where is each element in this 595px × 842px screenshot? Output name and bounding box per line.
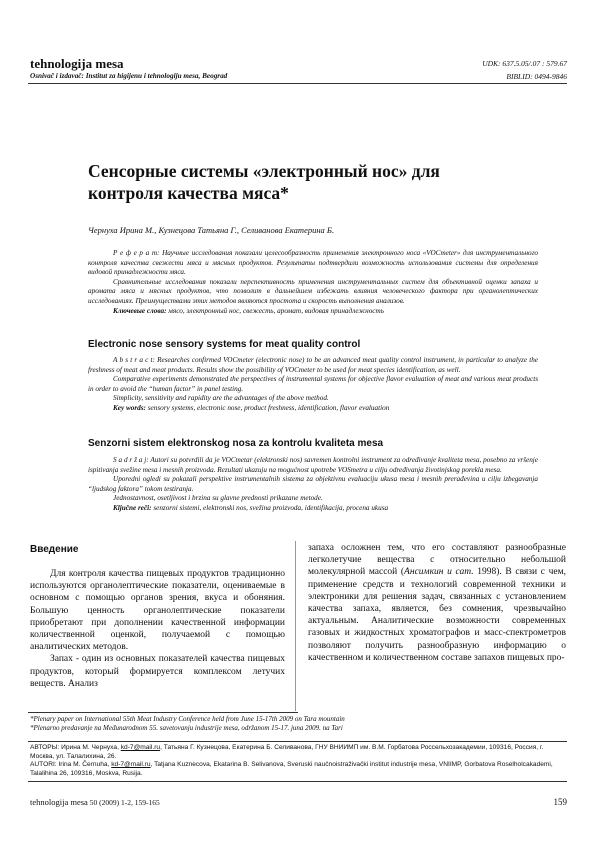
article-title: Сенсорные системы «электронный нос» для контроля качества мяса*: [88, 161, 440, 203]
keywords-label: Ključne reči:: [113, 503, 152, 512]
page-number: 159: [553, 797, 567, 807]
abstract-sr-p1: [88, 456, 538, 475]
biblid-code: BIBLID: 0494-9846: [506, 72, 567, 81]
abstract-ru-text: Научные исследования показали целесообразность применения электронного носа «VOCmeter» для инструментального контроля качества свежести мяса и мясных продуктов. Результаты подтвердили возможность использования системы для определения видовой принадлежности мяса.: [88, 249, 539, 277]
abstract-en: [88, 356, 538, 414]
email-link[interactable]: kd-7@mail.ru: [120, 744, 161, 751]
column-divider: [295, 541, 296, 711]
footnote-2: *Plenarno predavanje na Međunarodnom 55. savetovanju industrije mesa, održanom 15-17. juna 2009. na Tari: [30, 724, 343, 732]
footnote-rule: [28, 712, 298, 713]
abstract-en-p3: Simplicity, sensitivity and rapidity are the advantages of the above method.: [113, 394, 329, 403]
paragraph-text: запаха осложнен тем, что его составляют разнообразные легколетучие вещества с относительно небольшой молекулярной массой (: [308, 543, 566, 578]
intro-paragraph-1: Для контроля качества пищевых продуктов традиционно используются органолептические показатели, оцениваемые в основном с помощью органов зрения, вкуса и обоняния. Большую ценность органолептические показатели приобретают при дополнении качественной информации количественной оценкой, получаемой с помощью аналитических методов.: [30, 569, 285, 653]
authors-sr: [30, 761, 565, 778]
keywords-text: senzorni sistemi, elektronski nos, svežina proizvoda, identifikacija, procena ukusa: [153, 503, 389, 512]
abstract-ru: [88, 249, 538, 316]
keywords-text: sensory systems, electronic nose, product freshness, identification, flavor evaluation: [147, 403, 390, 412]
intro-paragraph-3: [308, 542, 566, 664]
abstract-sr-label: S a d r ž a j:: [113, 456, 149, 464]
footer-citation: [30, 797, 160, 807]
authors-ru: [30, 744, 565, 761]
footnotes: [30, 715, 345, 733]
abstract-ru-p2: Сравнительные исследования показали перспективность применения инструментальных систем для объективной оценки запаха и аромата мяса и мясных продуктов, что позволит в дальнейшем избежать влияния человеческого фактора при органолептических исследованиях. Преимуществами этих методов являются простота и скорость выполнения анализов.: [88, 277, 538, 305]
citation: Ансимкин и сат.: [404, 567, 474, 578]
abstract-en-p1: [88, 356, 538, 375]
paragraph-text: 1998). В связи с чем, применение средств и технологий современной техники и электроники для решения задач, связанных с установлением качества запаха, является, без сомнения, чрезвычайно актуальным. Аналитические возможности современных газовых и жидкостных хроматографов и масс-спектрометров позволяют получить разнообразную информацию о качественном и количественном составе запахов пищевых про-: [308, 567, 567, 663]
footer-issue: 50 (2009) 1-2, 159-165: [87, 798, 160, 807]
serbian-heading: Senzorni sistem elektronskog nosa za kontrolu kvaliteta mesa: [88, 438, 384, 449]
abstract-sr: [88, 456, 538, 514]
authors-ru-affiliation: , Татьяна Г. Кузнецова, Екатерина Б. Селиванова, ГНУ ВНИИМП им. В.М. Горбатова Россельхозакадемии, 109316, Россия, г. Москва, ул. Талалихина, 26.: [30, 744, 544, 760]
footer-journal: tehnologija mesa: [30, 797, 88, 807]
abstract-en-label: A b s t r a c t:: [113, 356, 155, 364]
abstract-sr-keywords: [88, 504, 538, 514]
journal-name: tehnologija mesa: [30, 56, 124, 71]
abstract-ru-keywords: [88, 307, 538, 317]
keywords-label: Ключевые слова:: [113, 306, 167, 315]
authors-box: [28, 741, 567, 782]
body-right-column: [308, 542, 566, 664]
keywords-label: Key words:: [113, 403, 146, 412]
authors-ru-label: АВТОРЫ:: [30, 744, 60, 751]
abstract-sr-text: Autori su potvrdili da je VOCmetar (elektronski nos) savremen kontrolni instrument za određivanje kvaliteta mesa, posebno za vršenje ispitivanja svežine mesa i mesnih proizvoda. Rezultati ukazuju na mogućnost upotrebe VOSmetra u cilju određivanja životinjskog porekla mesa.: [88, 456, 538, 474]
keywords-text: мясо, электронный нос, свежесть, аромат, видовая принадлежность: [168, 306, 384, 315]
abstract-sr-p3: Jednostavnost, osetljivost i brzina su glavne prednosti prikazane metode.: [113, 494, 323, 503]
english-heading: Electronic nose sensory systems for meat quality control: [88, 339, 361, 350]
abstract-en-p2: Comparative experiments demonstrated the perspectives of instrumental systems for objective flavor evaluation of meat and various meat products in order to avoid the “human factor” in panel testing.: [88, 375, 538, 393]
header-rule: [28, 83, 567, 84]
section-heading-intro: Введение: [30, 544, 79, 555]
body-left-column: [30, 568, 285, 690]
authors-sr-text: Irina M. Černuha,: [56, 761, 112, 769]
authors-sr-label: AUTORI:: [30, 761, 57, 769]
email-link[interactable]: kd-7@mail.ru: [111, 761, 151, 769]
footnote-1: *Plenary paper on International 55th Meat Industry Conference held from June 15-17th 2009 on Tara mountain: [30, 715, 345, 723]
udk-code: UDK: 637.5.05/.07 : 579.67: [482, 59, 567, 68]
abstract-en-text: Researches confirmed VOCmeter (electronic nose) to be an advanced meat quality control instrument, in particular to analyze the freshness of meat and meat products. Results show the possibility of VOCmeter to be used for meat species identification, as well.: [88, 356, 538, 374]
abstract-ru-label: Р е ф е р а т:: [113, 249, 160, 257]
abstract-sr-p2: Uporedni ogledi su pokazali perspektive instrumentalnih sistema za objektivnu evaluaciju ukusa mesa i mesnih prerađevina u cilju izbegavanja “ljudskog faktora” tokom testiranja.: [88, 475, 538, 493]
publisher-line: Osnivač i izdavač: Institut za higijenu i tehnologiju mesa, Beograd: [30, 72, 228, 80]
article-authors: Чернуха Ирина М., Кузнецова Татьяна Г., Селиванова Екатерина Б.: [88, 225, 335, 235]
authors-ru-text: Ирина М. Чернуха,: [59, 744, 121, 751]
abstract-en-keywords: [88, 404, 538, 414]
authors-sr-affiliation: , Tatjana Kuznecova, Ekatarina B. Selivanova, Sveruski naučnoistraživački institut industrije mesa, VNIIMP, Gorbatova Roselholcakademi, Talalihina 26, 109316, Moskva, Rusija.: [30, 761, 553, 777]
intro-paragraph-2: Запах - один из основных показателей качества пищевых продуктов, который формируется комплексом летучих веществ. Анализ: [30, 654, 285, 689]
abstract-ru-p1: [88, 249, 538, 278]
